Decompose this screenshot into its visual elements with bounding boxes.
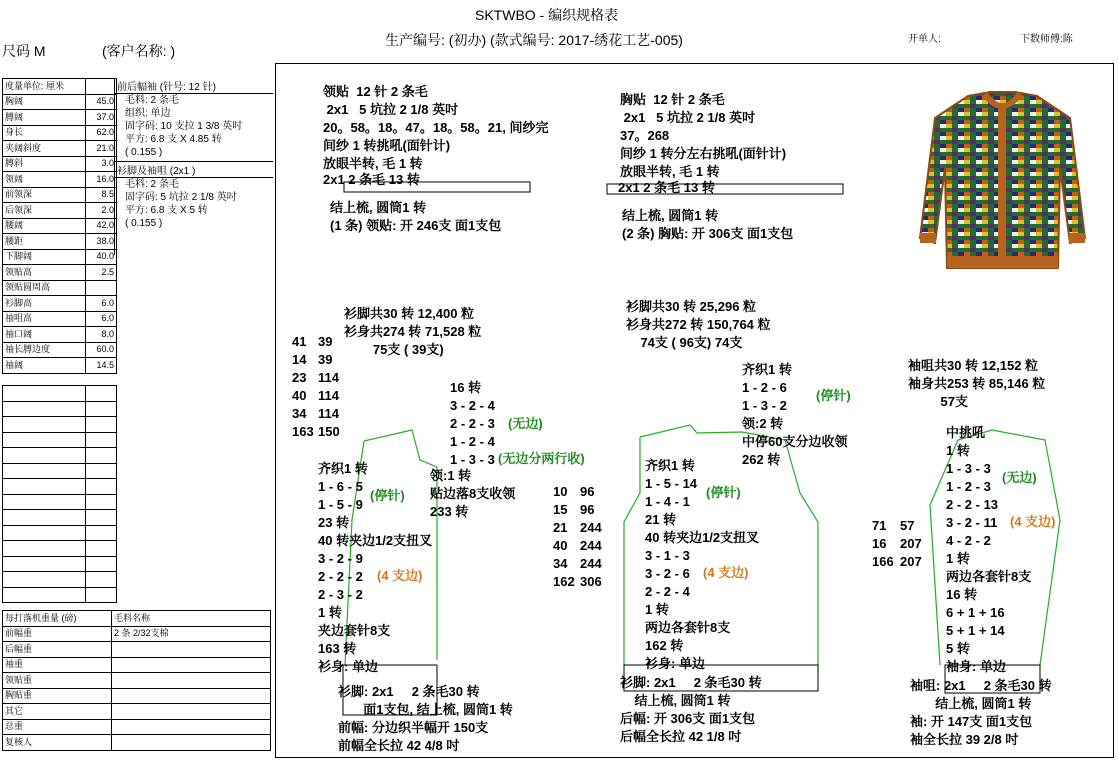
text-line: ( 0.155 ) [125,147,163,158]
text-line: 14 [292,352,307,367]
text-line: 两边各套针8支 [645,620,731,635]
text-line: 齐织1 转 [318,461,368,476]
spec-label: 袖咀高 [3,311,86,327]
text-line: 163 转 [318,641,357,656]
spec-value: 2.0 [86,203,117,219]
front-left-values [318,333,340,441]
text-line: 1 - 4 - 1 [645,494,690,509]
text-line: 162 [553,574,575,589]
weight-header-right: 毛料名称 [112,611,271,627]
text-line: 3 - 2 - 9 [318,551,363,566]
text-line: 结上梳, 圆筒1 转 [622,208,719,223]
text-line: ( 0.155 ) [125,218,163,229]
spec-value: 38.0 [86,234,117,250]
text-line: 233 转 [430,504,469,519]
issuer-label: 开单人: [908,34,941,45]
front-neck-steps [450,397,495,469]
spec-label: 夹阔斜度 [3,141,86,157]
fabric-title-rib: 衫脚及袖咀 (2x1 ) [115,161,273,178]
text-line: 5 转 [946,641,970,656]
text-line: 袖: 开 147支 面1支包 [910,714,1033,729]
text-line: 1 - 2 - 6 [742,380,787,395]
weight-label: 总重 [3,719,112,735]
sleeve-summary [908,357,1045,411]
text-line: 袖全长拉 39 2/8 吋 [910,732,1019,747]
front-left-counts [292,333,314,441]
text-line: 5 + 1 + 14 [946,623,1005,638]
text-line: 57 [900,518,915,533]
text-line: 71 [872,518,887,533]
text-line: 114 [318,370,339,385]
spec-value: 8.5 [86,187,117,203]
text-line: 后幅全长拉 42 1/8 吋 [620,729,742,744]
text-line: 1 转 [946,443,970,458]
text-line: 衫脚共30 转 25,296 粒 [626,299,757,314]
text-line: 20。58。18。47。18。58。21, 间纱完 [323,120,549,135]
text-line: 毛料: 2 条毛 [125,95,179,106]
master-label: 下数师傅:陈 [1020,34,1073,45]
text-line: 毛料: 2 条毛 [125,179,179,190]
text-line: 间纱 1 转分左右挑吼(面针计) [620,146,787,161]
text-line: 16 转 [946,587,978,602]
text-line: 40 转夹边1/2支扭叉 [318,533,433,548]
text-line: 齐织1 转 [742,362,792,377]
spec-value: 37.0 [86,110,117,126]
text-line: 放眼半转, 毛 1 转 [620,164,720,179]
weight-label: 领贴重 [3,673,112,689]
sleeve-none-note: (无边) [1002,470,1037,485]
text-line: 贴边落8支收领 [430,486,516,501]
back-summary [626,298,771,352]
text-line: 40 转夹边1/2支扭叉 [645,530,760,545]
weight-label: 胸贴重 [3,688,112,704]
text-line: 胸贴 12 针 2 条毛 [620,92,725,107]
collar-spec-text [323,83,548,173]
text-line: 2 - 2 - 13 [946,497,999,512]
collar-finish-text [330,199,501,235]
text-line: 1 转 [946,551,970,566]
text-line: 40 [292,388,307,403]
text-line: 3 - 2 - 11 [946,515,998,530]
spec-label: 度量单位: 厘米 [3,79,86,95]
text-line: 244 [580,520,602,535]
spec-label: 腰距 [3,234,86,250]
front-neck-note1: (无边) [508,416,543,431]
text-line: 间纱 1 转挑吼(面针计) [323,138,451,153]
text-line: 207 [900,554,922,569]
size-label: 尺码 M [2,43,46,59]
spec-value: 3.0 [86,156,117,172]
sleeve-hem-text [910,677,1052,749]
weight-label: 袖重 [3,657,112,673]
text-line: 244 [580,538,602,553]
spec-label: 袖口阔 [3,327,86,343]
sleeve-steps [946,424,1031,676]
front-right-counts [553,483,575,591]
text-line: 2 - 2 - 3 [450,416,495,431]
text-line: (2 条) 胸贴: 开 306支 面1支包 [622,226,794,241]
text-line: 1 转 [318,605,342,620]
text-line: 40 [553,538,568,553]
text-line: 3 - 2 - 4 [450,398,495,413]
front-summary [344,305,481,359]
spec-value: 62.0 [86,125,117,141]
text-line: 衫身: 单边 [645,656,705,671]
spec-label: 胸阔 [3,94,86,110]
text-line: 夹边套针8支 [318,623,391,638]
back-neck-steps [742,361,847,469]
spec-value: 42.0 [86,218,117,234]
text-line: 结上梳, 圆筒1 转 [620,693,731,708]
text-line: 1 转 [645,602,669,617]
text-line: 4 - 2 - 2 [946,533,991,548]
weight-header-left: 每打落机重量 (磅) [3,611,112,627]
text-line: 组织: 单边 [125,108,171,119]
text-line: 中挑吼 [946,425,986,440]
spec-label: 袖阔 [3,358,86,374]
text-line: 衫身: 单边 [318,659,378,674]
back-hem-text [620,674,762,746]
front-neck-mid [430,467,515,521]
text-line: 1 - 2 - 3 [946,479,991,494]
text-line: 领:2 转 [742,416,784,431]
spec-value: 6.0 [86,311,117,327]
text-line: 面1支包, 结上梳, 圆筒1 转 [338,702,513,717]
weight-label: 前幅重 [3,626,112,642]
spec-label: 领贴高 [3,265,86,281]
text-line: 中停60支分边收领 [742,434,848,449]
text-line: 两边各套针8支 [946,569,1032,584]
text-line: 1 - 5 - 9 [318,497,363,512]
text-line: 23 [292,370,307,385]
text-line: 75支 ( 39支) [344,342,444,357]
front-hem-text [338,683,513,755]
text-line: 固字码: 10 支拉 1 3/8 英吋 [125,121,243,132]
front-neck-note2: (无边分两行收) [498,451,585,466]
text-line: 1 - 3 - 3 [946,461,991,476]
text-line: 37。268 [620,128,670,143]
text-line: 162 转 [645,638,684,653]
spec-label: 膊斜 [3,156,86,172]
back-shape-left [624,437,640,665]
text-line: 39 [318,352,333,367]
text-line: 后幅: 开 306支 面1支包 [620,711,756,726]
text-line: 前幅全长拉 42 4/8 吋 [338,738,460,753]
text-line: 袖身共253 转 85,146 粒 [908,376,1046,391]
spec-label: 领贴圆周高 [3,280,86,296]
text-line: 2 - 2 - 4 [645,584,690,599]
spec-value: 8.0 [86,327,117,343]
client-name: (客户名称: ) [102,43,176,59]
text-line: 2 - 3 - 2 [318,587,363,602]
weight-label: 后幅重 [3,642,112,658]
text-line: 1 - 3 - 2 [742,398,787,413]
front-stop-note: (停针) [370,488,405,503]
spec-label: 领阔 [3,172,86,188]
text-line: 1 - 5 - 14 [645,476,698,491]
text-line: 结上梳, 圆筒1 转 [910,696,1032,711]
chest-spec-text [620,91,786,181]
text-line: 15 [553,502,568,517]
text-line: 3 - 1 - 3 [645,548,690,563]
text-line: 10 [553,484,568,499]
spec-label: 膊阔 [3,110,86,126]
text-line: 41 [292,334,307,349]
text-line: 衫脚共30 转 12,400 粒 [344,306,475,321]
weight-label: 其它 [3,704,112,720]
text-line: 114 [318,388,339,403]
text-line: 150 [318,424,340,439]
spec-value: 40.0 [86,249,117,265]
text-line: 262 转 [742,452,781,467]
text-line: 2x1 5 坑拉 2 1/8 英吋 [620,110,756,125]
back-stop-note2: (停针) [706,485,741,500]
text-line: 163 [292,424,314,439]
text-line: 结上梳, 圆筒1 转 [330,200,427,215]
text-line: 57支 [908,394,968,409]
weight-label: 复核人 [3,735,112,751]
text-line: 1 - 3 - 3 [450,452,495,467]
collar-rib-text: 2x1 2 条毛 13 转 [323,172,420,187]
text-line: 衫身共272 转 150,764 粒 [626,317,771,332]
text-line: 21 转 [645,512,677,527]
text-line: 244 [580,556,602,571]
text-line: 固字码: 5 坑拉 2 1/8 英吋 [125,192,237,203]
text-line: 衫脚: 2x1 2 条毛30 转 [338,684,480,699]
text-line: 2 - 2 - 2 [318,569,363,584]
text-line: 207 [900,536,922,551]
text-line: 96 [580,502,595,517]
text-line: 齐织1 转 [645,458,695,473]
text-line: 平方: 6.8 支 X 4.85 转 [125,134,222,145]
text-line: 领贴 12 针 2 条毛 [323,84,428,99]
text-line: 前幅: 分边织半幅开 150支 [338,720,489,735]
spec-label: 身长 [3,125,86,141]
back-four-note: (4 支边) [703,565,749,580]
text-line: 21 [553,520,568,535]
text-line: 306 [580,574,602,589]
front-four-note: (4 支边) [377,568,423,583]
front-right-values [580,483,602,591]
spec-label: 腰阔 [3,218,86,234]
cardigan-illustration [910,88,1095,278]
spec-value: 2.5 [86,265,117,281]
chest-rib-text: 2x1 2 条毛 13 转 [618,180,715,195]
spec-label: 袖长膊边度 [3,342,86,358]
text-line: (1 条) 领贴: 开 246支 面1支包 [330,218,502,233]
text-line: 114 [318,406,339,421]
text-line: 2x1 5 坑拉 2 1/8 英吋 [323,102,459,117]
spec-value: 6.0 [86,296,117,312]
text-line: 袖咀共30 转 12,152 粒 [908,358,1039,373]
text-line: 袖咀: 2x1 2 条毛30 转 [910,678,1052,693]
sleeve-left-counts [872,517,894,571]
text-line: 平方: 6.8 支 X 5 转 [125,205,208,216]
text-line: 放眼半转, 毛 1 转 [323,156,423,171]
weight-value: 2 条 2/32支棉 [112,626,271,642]
text-line: 袖身: 单边 [946,659,1006,674]
text-line: 6 + 1 + 16 [946,605,1005,620]
text-line: 衫身共274 转 71,528 粒 [344,324,482,339]
text-line: 1 - 6 - 5 [318,479,363,494]
spec-value: 21.0 [86,141,117,157]
spec-label: 后领深 [3,203,86,219]
front-neck-title: 16 转 [450,380,482,395]
chest-finish-text [622,207,793,243]
text-line: 领:1 转 [430,468,472,483]
text-line: 39 [318,334,333,349]
text-line: 96 [580,484,595,499]
sleeve-left-values [900,517,922,571]
spec-label: 衫脚高 [3,296,86,312]
text-line: 166 [872,554,894,569]
sleeve-four-note: (4 支边) [1010,514,1056,529]
spec-value: 14.5 [86,358,117,374]
fabric-title-body: 前后幅袖 (针号: 12 针) [115,78,273,94]
text-line: 衫脚: 2x1 2 条毛30 转 [620,675,762,690]
spec-label: 前领深 [3,187,86,203]
text-line: 23 转 [318,515,350,530]
spec-value: 16.0 [86,172,117,188]
spec-value: 60.0 [86,342,117,358]
spec-value: 45.0 [86,94,117,110]
back-stop-note1: (停针) [816,388,851,403]
text-line: 34 [292,406,307,421]
text-line: 34 [553,556,568,571]
production-number: 生产编号: (初办) (款式编号: 2017-绣花工艺-005) [385,32,683,48]
text-line: 1 - 2 - 4 [450,434,495,449]
sheet-title: SKTWBO - 编织规格表 [475,7,619,23]
text-line: 3 - 2 - 6 [645,566,690,581]
text-line: 16 [872,536,887,551]
text-line: 74支 ( 96支) 74支 [626,335,743,350]
spec-label: 下脚阔 [3,249,86,265]
